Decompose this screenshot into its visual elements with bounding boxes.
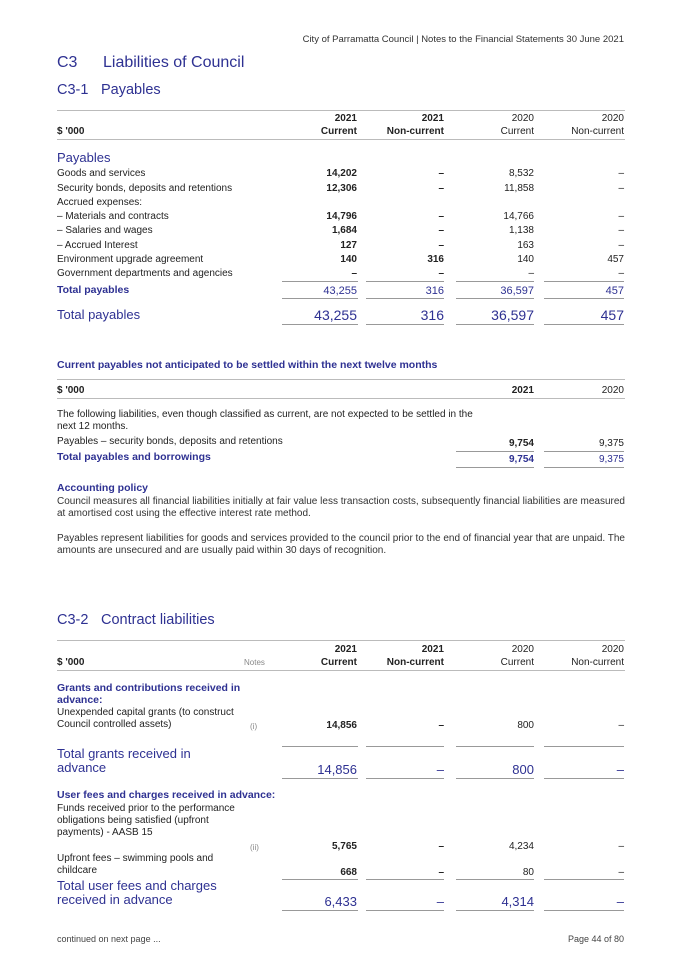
table-cell: –	[438, 168, 444, 179]
c32-title: Contract liabilities	[101, 612, 215, 628]
sum-line	[282, 298, 358, 299]
table-row-label: Security bonds, deposits and retentions	[57, 183, 233, 194]
col-year: 2020	[601, 644, 624, 655]
table-cell: –	[438, 240, 444, 251]
col-type: Non-current	[386, 126, 444, 137]
table-cell: –	[438, 867, 444, 878]
unit-label: $ '000	[57, 385, 85, 396]
running-header: City of Parramatta Council | Notes to the Financial Statements 30 June 2021	[302, 34, 624, 45]
subtotal-cell: 43,255	[323, 285, 357, 297]
total-cell: –	[436, 762, 444, 777]
table-cell: –	[618, 168, 624, 179]
divider	[57, 139, 625, 140]
total-label: Total payables	[57, 307, 141, 322]
table-row-label: Accrued expenses:	[57, 197, 143, 208]
sum-line	[456, 467, 534, 468]
sum-line	[544, 879, 624, 880]
divider	[57, 640, 625, 641]
divider	[57, 379, 625, 380]
table-cell: 14,796	[326, 211, 357, 222]
table-cell: 8,532	[508, 168, 534, 179]
total-cell: 457	[600, 307, 624, 323]
sum-line	[366, 879, 444, 880]
total-cell: 43,255	[314, 307, 357, 323]
table-cell: 163	[517, 240, 534, 251]
col-year: 2021	[511, 385, 534, 396]
sum-line	[456, 879, 534, 880]
table-cell: –	[618, 720, 624, 731]
divider	[57, 670, 625, 671]
sum-line	[544, 746, 624, 747]
table-cell: –	[438, 268, 444, 279]
divider	[57, 110, 625, 111]
table-cell: 9,375	[598, 438, 624, 449]
table-cell: –	[438, 211, 444, 222]
sum-line	[282, 746, 358, 747]
sum-line	[544, 298, 624, 299]
fees-title: User fees and charges received in advance:	[57, 789, 276, 801]
unit-label: $ '000	[57, 126, 85, 137]
col-type: Current	[500, 126, 534, 137]
total-cell: 9,375	[598, 454, 624, 465]
sum-line	[544, 451, 624, 452]
col-year: 2020	[511, 113, 534, 124]
section-title-text: Liabilities of Council	[103, 54, 245, 71]
col-year: 2020	[511, 644, 534, 655]
table-row-label: Unexpended capital grants (to construct Council controlled assets)	[57, 707, 234, 730]
col-year: 2020	[601, 113, 624, 124]
table-row-label: Funds received prior to the performance obligations being satisfied (upfront payments) - AASB 15	[57, 803, 235, 838]
table-cell: 9,754	[508, 438, 534, 449]
table-cell: 12,306	[326, 183, 357, 194]
total-label: Total grants received in advance	[57, 746, 191, 775]
col-year: 2021	[421, 644, 444, 655]
table-cell: –	[351, 268, 357, 279]
table-row-label: Environment upgrade agreement	[57, 254, 204, 265]
table-cell: 14,856	[326, 720, 357, 731]
page-number: Page 44 of 80	[567, 934, 624, 944]
table-cell: –	[618, 268, 624, 279]
col-type: Current	[500, 657, 534, 668]
sum-line	[544, 324, 624, 325]
sum-line	[544, 281, 624, 282]
table-cell: 457	[607, 254, 624, 265]
table-cell: 140	[340, 254, 357, 265]
not-settled-intro: The following liabilities, even though classified as current, are not expected to be settled in the next 12 months.	[57, 409, 473, 432]
note-ref: (i)	[250, 722, 258, 731]
table-cell: –	[438, 183, 444, 194]
subtotal-cell: 316	[425, 285, 444, 297]
table-cell: –	[528, 268, 534, 279]
sum-line	[366, 910, 444, 911]
sum-line	[456, 910, 534, 911]
policy-paragraph: Payables represent liabilities for goods and services provided to the council prior to the end of financial year that are unpaid. The amounts are unsecured and are usually paid within 30 days of recognition.	[57, 533, 625, 556]
c32-number: C3-2	[57, 612, 89, 628]
sum-line	[456, 778, 534, 779]
table-cell: 316	[427, 254, 444, 265]
table-cell: 11,858	[504, 183, 534, 194]
col-type: Current	[320, 657, 357, 668]
sum-line	[544, 467, 624, 468]
col-type: Non-current	[571, 126, 624, 137]
table-cell: –	[618, 225, 624, 236]
c31-number: C3-1	[57, 82, 89, 98]
total-cell: 9,754	[508, 454, 534, 465]
table-cell: –	[438, 841, 444, 852]
table-cell: 14,202	[326, 168, 357, 179]
table-cell: –	[438, 720, 444, 731]
subtotal-label: Total payables	[57, 284, 130, 296]
sum-line	[366, 746, 444, 747]
c31-heading	[57, 82, 161, 98]
sum-line	[282, 778, 358, 779]
sum-line	[366, 778, 444, 779]
sum-line	[282, 281, 358, 282]
table-cell: 5,765	[331, 841, 357, 852]
col-year: 2021	[421, 113, 444, 124]
table-cell: 140	[517, 254, 534, 265]
table-cell: 14,766	[503, 211, 534, 222]
table-row-label: Upfront fees – swimming pools and childcare	[57, 853, 214, 876]
divider	[57, 398, 625, 399]
policy-paragraph: Council measures all financial liabilities initially at fair value less transaction costs, subsequently financial liabilities are measured at amortised cost using the effective interest rate method.	[57, 496, 625, 519]
c31-title: Payables	[101, 82, 161, 98]
section-number: C3	[57, 54, 78, 71]
sum-line	[282, 879, 358, 880]
table-cell: 668	[340, 867, 357, 878]
total-cell: 800	[512, 762, 534, 777]
table-cell: –	[618, 183, 624, 194]
table-cell: –	[618, 211, 624, 222]
c32-heading	[57, 612, 215, 628]
subtotal-cell: 36,597	[500, 285, 534, 297]
table-cell: 80	[522, 867, 534, 878]
sum-line	[544, 778, 624, 779]
subtotal-cell: 457	[605, 285, 624, 297]
table-row-label: Government departments and agencies	[57, 268, 233, 279]
sum-line	[366, 324, 444, 325]
sum-line	[456, 746, 534, 747]
total-label: Total payables and borrowings	[57, 451, 211, 463]
unit-label: $ '000	[57, 657, 85, 668]
table-row-label: Payables – security bonds, deposits and retentions	[57, 436, 283, 447]
table-cell: 800	[517, 720, 534, 731]
grants-title: Grants and contributions received in advance:	[57, 682, 241, 706]
payables-group-title: Payables	[57, 150, 111, 165]
total-cell: 4,314	[501, 894, 534, 909]
section-title	[57, 54, 244, 72]
table-cell: –	[618, 841, 624, 852]
sum-line	[366, 298, 444, 299]
note-ref: (ii)	[250, 843, 259, 852]
table-cell: 1,138	[508, 225, 534, 236]
continued-note: continued on next page ...	[57, 934, 161, 944]
sum-line	[366, 281, 444, 282]
table-row-label: Goods and services	[57, 168, 146, 179]
table-row-label: – Accrued Interest	[57, 240, 138, 251]
not-settled-title: Current payables not anticipated to be settled within the next twelve months	[57, 359, 438, 371]
policy-title: Accounting policy	[57, 482, 149, 494]
col-type: Non-current	[571, 657, 624, 668]
col-year: 2021	[334, 644, 357, 655]
total-label: Total user fees and charges received in advance	[57, 878, 217, 907]
table-cell: 4,234	[508, 841, 534, 852]
sum-line	[282, 910, 358, 911]
notes-label: Notes	[244, 658, 265, 667]
col-year: 2020	[601, 385, 624, 396]
sum-line	[456, 451, 534, 452]
total-cell: –	[616, 762, 624, 777]
table-cell: 1,684	[331, 225, 357, 236]
total-cell: –	[436, 894, 444, 909]
table-row-label: – Salaries and wages	[57, 225, 153, 236]
table-row-label: – Materials and contracts	[57, 211, 169, 222]
col-type: Non-current	[386, 657, 444, 668]
table-cell: –	[618, 867, 624, 878]
col-year: 2021	[334, 113, 357, 124]
sum-line	[456, 324, 534, 325]
sum-line	[456, 298, 534, 299]
total-cell: 36,597	[491, 307, 534, 323]
table-cell: –	[618, 240, 624, 251]
sum-line	[282, 324, 358, 325]
table-cell: 127	[340, 240, 357, 251]
total-cell: 6,433	[324, 894, 357, 909]
total-cell: –	[616, 894, 624, 909]
sum-line	[456, 281, 534, 282]
total-cell: 316	[420, 307, 444, 323]
sum-line	[544, 910, 624, 911]
total-cell: 14,856	[317, 762, 357, 777]
col-type: Current	[320, 126, 357, 137]
table-cell: –	[438, 225, 444, 236]
